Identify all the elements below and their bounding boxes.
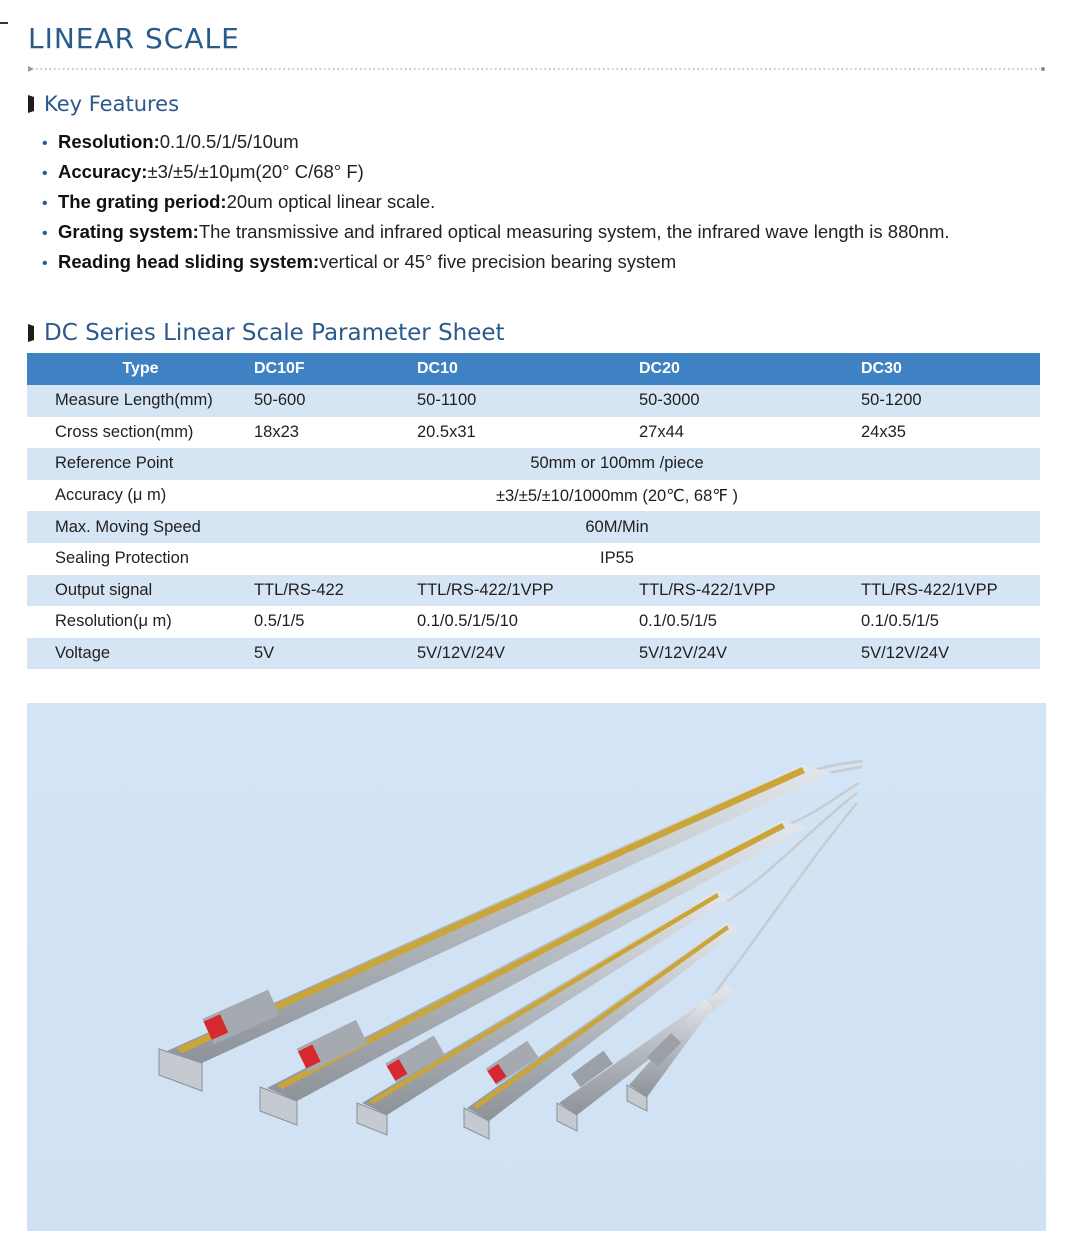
table-cell: 50-1100 [417, 385, 639, 417]
feature-label: Reading head sliding system: [58, 251, 320, 272]
key-features-heading [28, 92, 179, 116]
table-cell: 50-600 [254, 385, 417, 417]
feature-value: The transmissive and infrared optical measuring system, the infrared wave length is 880nm. [198, 221, 950, 242]
table-cell: 5V/12V/24V [639, 638, 861, 670]
table-row [27, 385, 1040, 417]
row-label: Voltage [27, 638, 254, 670]
key-features-title: Key Features [44, 92, 180, 116]
linear-scale-illustration [27, 703, 1046, 1231]
feature-item [42, 220, 950, 250]
bullet-icon: • [42, 255, 48, 272]
feature-item [42, 250, 950, 280]
table-cell: 0.1/0.5/1/5 [639, 606, 861, 638]
row-label: Max. Moving Speed [27, 511, 254, 543]
table-cell: 0.1/0.5/1/5 [861, 606, 1040, 638]
row-label: Measure Length(mm) [27, 385, 254, 417]
table-row [27, 638, 1040, 670]
row-label: Output signal [27, 575, 254, 607]
table-row [27, 575, 1040, 607]
row-label: Reference Point [27, 448, 254, 480]
parameter-sheet-heading [28, 320, 505, 346]
table-row [27, 511, 1040, 543]
table-cell: TTL/RS-422/1VPP [639, 575, 861, 607]
bullet-icon: • [42, 135, 48, 152]
table-cell: 5V/12V/24V [861, 638, 1040, 670]
column-header-type: Type [27, 353, 254, 385]
feature-label: Grating system: [58, 221, 199, 242]
table-cell: 0.1/0.5/1/5/10 [417, 606, 639, 638]
table-row [27, 448, 1040, 480]
parameter-sheet-title: DC Series Linear Scale Parameter Sheet [44, 320, 505, 346]
bullet-icon: • [42, 225, 48, 242]
parameter-table [27, 353, 1040, 669]
table-cell: 27x44 [639, 417, 861, 449]
bullet-icon: • [42, 195, 48, 212]
table-cell-merged: IP55 [254, 543, 1040, 575]
table-cell-merged: 50mm or 100mm /piece [254, 448, 1040, 480]
table-cell: TTL/RS-422/1VPP [417, 575, 639, 607]
page-title: LINEAR SCALE [28, 22, 240, 55]
row-label: Resolution(μ m) [27, 606, 254, 638]
feature-item [42, 160, 950, 190]
feature-value: 20um optical linear scale. [226, 191, 436, 212]
table-row [27, 480, 1040, 512]
bullet-icon: • [42, 165, 48, 182]
table-cell: 50-3000 [639, 385, 861, 417]
feature-label: Accuracy: [58, 161, 148, 182]
table-header-row [27, 353, 1040, 385]
feature-value: ±3/±5/±10μm(20° C/68° F) [147, 161, 364, 182]
row-label: Sealing Protection [27, 543, 254, 575]
table-cell: 24x35 [861, 417, 1040, 449]
row-label: Cross section(mm) [27, 417, 254, 449]
feature-value: 0.1/0.5/1/5/10um [159, 131, 299, 152]
title-divider [28, 66, 1046, 72]
column-header-dc30: DC30 [861, 353, 1040, 385]
table-cell: 50-1200 [861, 385, 1040, 417]
table-cell-merged: 60M/Min [254, 511, 1040, 543]
section-marker-icon [28, 95, 34, 113]
table-cell: 0.5/1/5 [254, 606, 417, 638]
table-cell-merged: ±3/±5/±10/1000mm (20℃, 68℉ ) [254, 480, 1040, 512]
table-row [27, 417, 1040, 449]
feature-label: Resolution: [58, 131, 160, 152]
feature-item [42, 190, 950, 220]
feature-value: vertical or 45° five precision bearing system [319, 251, 677, 272]
feature-item [42, 130, 950, 160]
table-row [27, 606, 1040, 638]
table-cell: 5V [254, 638, 417, 670]
product-photo [27, 703, 1046, 1231]
column-header-dc20: DC20 [639, 353, 861, 385]
feature-label: The grating period: [58, 191, 227, 212]
section-marker-icon [28, 324, 34, 342]
feature-list [42, 130, 950, 280]
row-label: Accuracy (μ m) [27, 480, 254, 512]
table-cell: TTL/RS-422/1VPP [861, 575, 1040, 607]
table-cell: 5V/12V/24V [417, 638, 639, 670]
table-cell: 20.5x31 [417, 417, 639, 449]
column-header-dc10: DC10 [417, 353, 639, 385]
table-row [27, 543, 1040, 575]
table-cell: TTL/RS-422 [254, 575, 417, 607]
table-cell: 18x23 [254, 417, 417, 449]
corner-tick [0, 22, 8, 24]
column-header-dc10f: DC10F [254, 353, 417, 385]
